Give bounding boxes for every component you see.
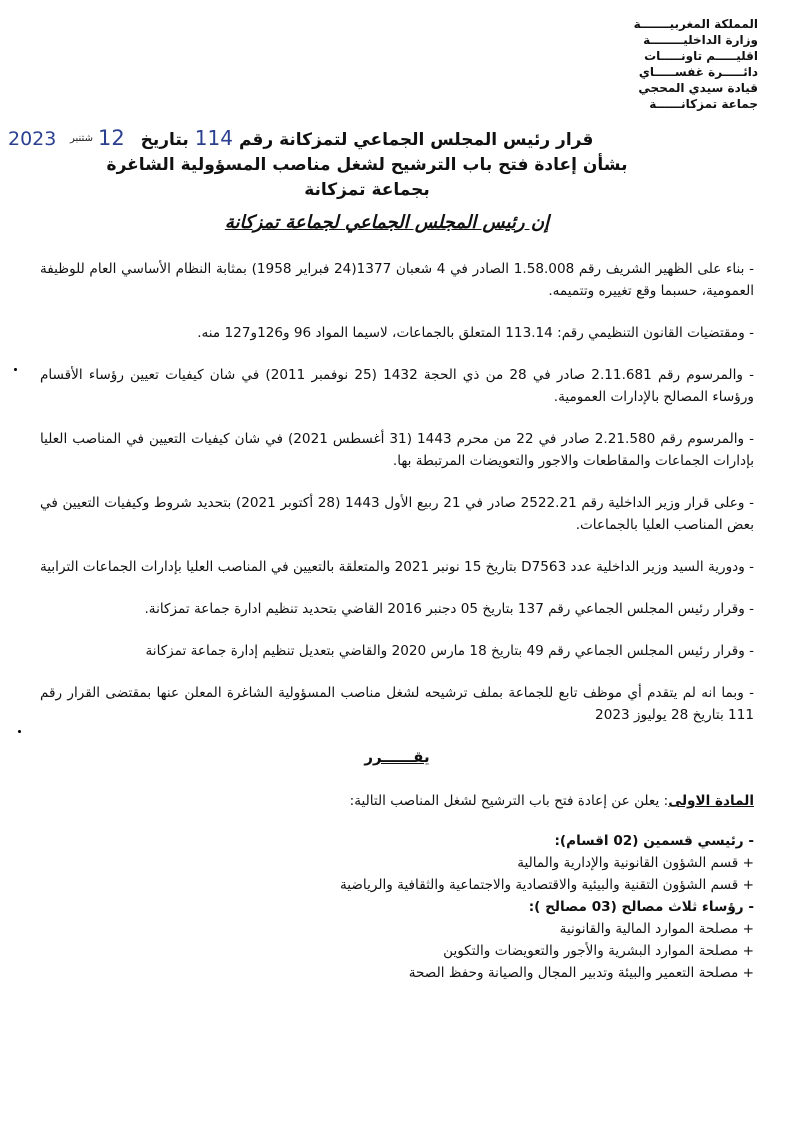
- preamble-paragraph: - وبما انه لم يتقدم أي موظف تابع للجماعة بملف ترشيحه لشغل مناصب المسؤولية الشاغرة المعلن عنها بمقتضى القرار رقم 111 بتاريخ 28 يوليوز 2023: [40, 685, 754, 723]
- title-suffix: بتاريخ: [140, 130, 189, 150]
- group-title: - رئيسي قسمين (02 اقسام):: [554, 833, 754, 849]
- preamble-paragraph: - وقرار رئيس المجلس الجماعي رقم 49 بتاريخ 18 مارس 2020 والقاضي بتعديل تنظيم إدارة جماعة تمزكانة: [145, 643, 754, 659]
- title-line-2: بشأن إعادة فتح باب الترشيح لشغل مناصب المسؤولية الشاغرة: [106, 155, 628, 175]
- decides-heading: يقــــــرر: [364, 748, 430, 766]
- header-line: قيادة سيدي المحجي: [638, 81, 758, 95]
- preamble-paragraph: - وعلى قرار وزير الداخلية رقم 2522.21 صادر في 21 ربيع الأول 1443 (28 أكتوبر 2021) بتحديد شروط وكيفيات التعيين في بعض المناصب العليا بالجماعات.: [40, 495, 755, 533]
- header-line: وزارة الداخليــــــــة: [643, 33, 758, 47]
- header-line: اقليـــــم تاونـــــات: [644, 49, 758, 63]
- preamble-paragraph: - وقرار رئيس المجلس الجماعي رقم 137 بتاريخ 05 دجنبر 2016 القاضي بتحديد تنظيم ادارة جماعة تمزكانة.: [144, 601, 754, 617]
- preamble-paragraph: - والمرسوم رقم 2.11.681 صادر في 28 من ذي الحجة 1432 (25 نوفمبر 2011) في شان كيفيات تعيين رؤساء الأقسام ورؤساء المصالح بالإدارات العمومية.: [40, 367, 754, 405]
- scan-dot: [14, 368, 17, 371]
- positions-group: [40, 896, 754, 984]
- title-prefix: قرار رئيس المجلس الجماعي لتمزكانة رقم: [238, 130, 594, 150]
- header-line: دائـــــرة غفســـــاي: [638, 65, 758, 79]
- article-1: [40, 790, 754, 812]
- decision-title: [80, 126, 654, 203]
- list-item: + قسم الشؤون القانونية والإدارية والمالية: [517, 855, 754, 871]
- header-line: جماعة تمزكانــــــة: [649, 97, 758, 111]
- header-line: المملكة المغربيـــــــة: [633, 17, 758, 31]
- date-month: شتنبر: [70, 133, 93, 144]
- title-line-1: [80, 126, 654, 153]
- preamble-paragraph: - بناء على الظهير الشريف رقم 1.58.008 الصادر في 4 شعبان 1377(24 فبراير 1958) بمثابة النظام الأساسي العام للوظيفة العمومية، حسبما وقع تغييره وتتميمه.: [40, 261, 754, 299]
- issuing-authority-header: [578, 16, 758, 112]
- group-title: - رؤساء ثلاث مصالح (03 مصالح ):: [528, 899, 754, 915]
- scan-dot: [18, 730, 21, 733]
- article-text: : يعلن عن إعادة فتح باب الترشيح لشغل المناصب التالية:: [349, 793, 669, 809]
- list-item: + مصلحة الموارد المالية والقانونية: [559, 921, 754, 937]
- preamble-paragraph: - ودورية السيد وزير الداخلية عدد D7563 بتاريخ 15 نونبر 2021 والمتعلقة بالتعيين في المناصب العليا بإدارات الجماعات الترابية: [40, 559, 754, 575]
- positions-group: [40, 830, 754, 896]
- list-item: + قسم الشؤون التقنية والبيئية والاقتصادية والاجتماعية والثقافية والرياضية: [340, 877, 754, 893]
- list-item: + مصلحة التعمير والبيئة وتدبير المجال والصيانة وحفظ الصحة: [408, 965, 754, 981]
- preamble-paragraph: - ومقتضيات القانون التنظيمي رقم: 113.14 المتعلق بالجماعات، لاسيما المواد 96 و126و127 منه.: [197, 325, 754, 341]
- date-day: 12: [98, 126, 125, 150]
- title-line-3: بجماعة تمزكانة: [304, 180, 430, 200]
- document-body: [40, 258, 754, 984]
- date-year: 2023: [8, 128, 57, 150]
- subtitle: إن رئيس المجلس الجماعي لجماعة تمزكانة: [224, 212, 550, 233]
- list-item: + مصلحة الموارد البشرية والأجور والتعويضات والتكوين: [443, 943, 754, 959]
- decision-number: 114: [194, 126, 233, 150]
- article-label: المادة الاولى: [668, 793, 754, 809]
- preamble-paragraph: - والمرسوم رقم 2.21.580 صادر في 22 من محرم 1443 (31 أغسطس 2021) في شان كيفيات التعيين في المناصب العليا بإدارات الجماعات والمقاطعات والاجور والتعويضات المرتبطة بها.: [40, 431, 754, 469]
